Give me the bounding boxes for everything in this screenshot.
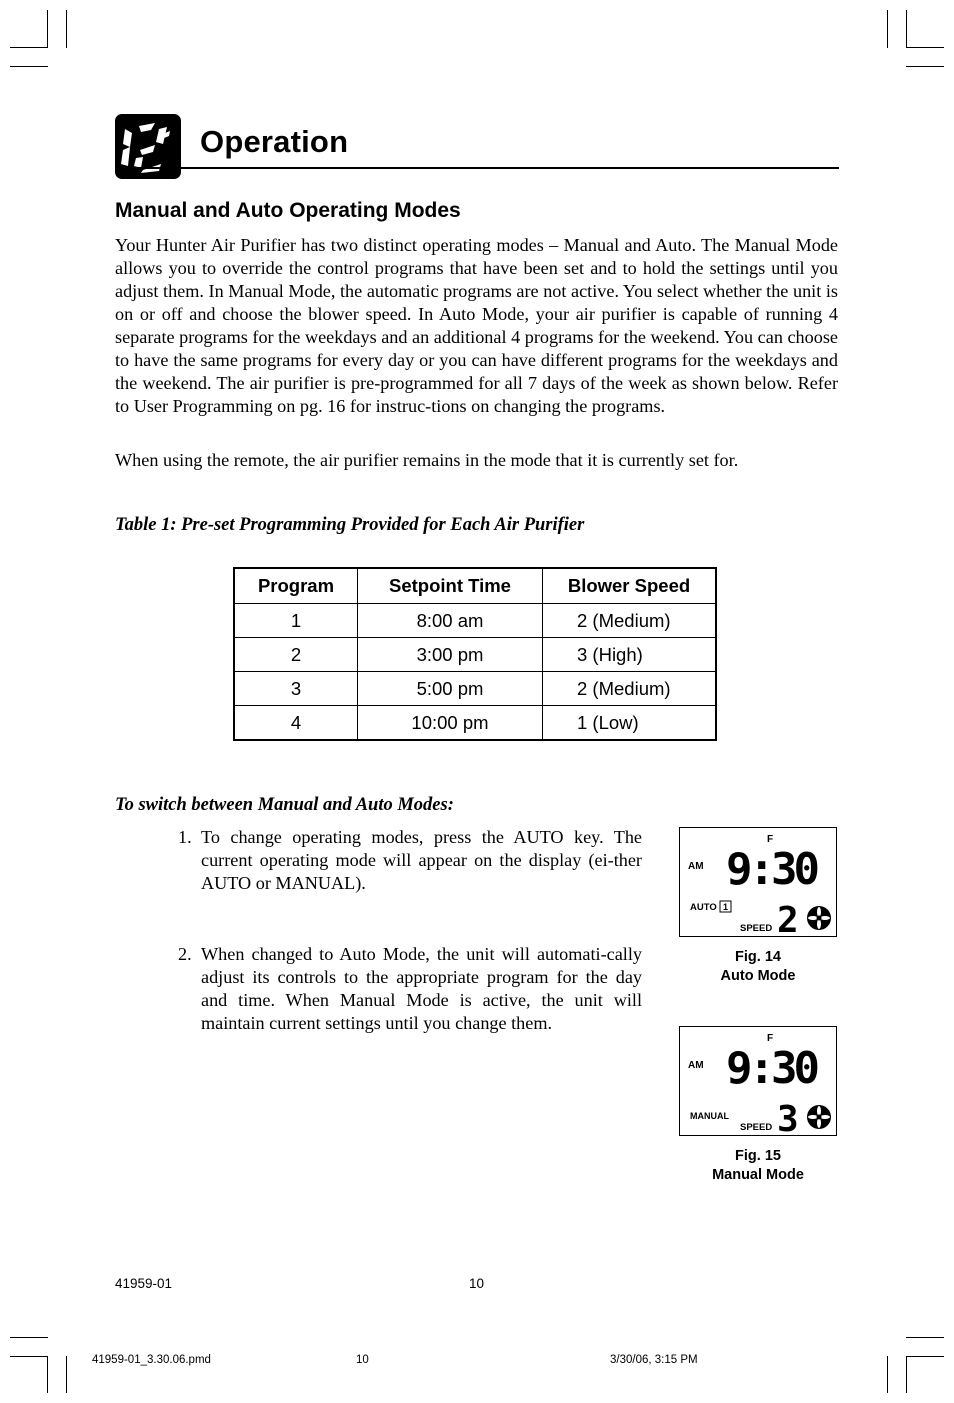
lcd-speed-value: 2 [777,900,799,938]
figure-caption [679,948,837,986]
lcd-display-auto [679,827,837,937]
figure-title: Manual Mode [712,1167,804,1183]
table-header-row [234,568,716,604]
cell-blower-speed: 2 (Medium) [543,672,717,706]
printer-slug-date: 3/30/06, 3:15 PM [610,1354,698,1366]
figure-label: Fig. 14 [735,949,781,965]
lcd-time: 9:30 [726,1043,816,1094]
page-number: 10 [469,1276,485,1291]
crop-mark [887,10,888,48]
fan-icon [807,906,831,930]
lcd-program-number: 1 [723,902,729,912]
crop-mark [906,10,907,48]
crop-mark [10,66,48,67]
lcd-speed-value: 3 [777,1099,799,1137]
column-header-blower-speed: Blower Speed [543,568,717,604]
crop-mark [887,1356,888,1393]
lcd-ampm: AM [688,861,704,872]
switch-modes-heading: To switch between Manual and Auto Modes: [115,795,454,815]
cell-program: 2 [234,638,358,672]
step-number: 1. [178,827,192,847]
crop-mark [10,1337,48,1338]
lcd-f-indicator: F [767,834,774,845]
crop-mark [906,1356,944,1357]
table-caption: Table 1: Pre-set Programming Provided for Each Air Purifier [115,515,585,535]
crop-mark [10,1356,48,1357]
table-row [234,604,716,638]
cell-blower-speed: 2 (Medium) [543,604,717,638]
table-row [234,706,716,741]
lcd-speed-label: SPEED [740,923,773,934]
cell-blower-speed: 1 (Low) [543,706,717,741]
lcd-mode: AUTO [690,902,717,913]
cell-program: 1 [234,604,358,638]
lcd-display-manual [679,1026,837,1136]
crop-mark [10,47,48,48]
printer-slug-page: 10 [356,1354,369,1366]
crop-mark [906,1337,944,1338]
figure-title: Auto Mode [720,968,796,984]
cell-setpoint-time: 10:00 pm [358,706,543,741]
document-number: 41959-01 [115,1276,173,1291]
cell-program: 3 [234,672,358,706]
title-rule [115,167,839,169]
lcd-f-indicator: F [767,1033,774,1044]
step-text: When changed to Auto Mode, the unit will automati-cally adjust its controls to the appropriate program for the day and time. When Manual Mode is active, the unit will maintain current settings until you change them. [201,944,642,1033]
crop-mark [906,1356,907,1393]
cell-setpoint-time: 8:00 am [358,604,543,638]
column-header-program: Program [234,568,358,604]
crop-mark [66,1356,67,1393]
figure-caption [679,1147,837,1185]
cell-program: 4 [234,706,358,741]
cell-setpoint-time: 3:00 pm [358,638,543,672]
crop-mark [906,66,944,67]
page-title: Operation [200,124,349,159]
printer-slug-file: 41959-01_3.30.06.pmd [92,1354,211,1366]
step-text: To change operating modes, press the AUTO key. The current operating mode will appear on the display (ei-ther AUTO or MANUAL). [201,827,642,893]
cell-blower-speed: 3 (High) [543,638,717,672]
figure-label: Fig. 15 [735,1148,781,1164]
lcd-ampm: AM [688,1060,704,1071]
step-number: 2. [178,944,192,964]
crop-mark [906,47,944,48]
crop-mark [47,1356,48,1393]
fan-icon [807,1105,831,1129]
preset-program-table [233,567,717,741]
crop-mark [66,10,67,48]
column-header-setpoint-time: Setpoint Time [358,568,543,604]
remote-paragraph: When using the remote, the air purifier remains in the mode that it is currently set for. [115,450,739,470]
cell-setpoint-time: 5:00 pm [358,672,543,706]
intro-paragraph: Your Hunter Air Purifier has two distinct operating modes – Manual and Auto. The Manual Mode allows you to override the control programs that have been set and to hold the settings until you adjust them. In Manual Mode, the automatic programs are not active. You select whether the unit is on or off and choose the blower speed. In Auto Mode, your air purifier is capable of running 4 separate programs for the weekdays and an additional 4 programs for the weekend. You can choose to have the same programs for every day or you can have different programs for the weekdays and the weekend. The air purifier is pre-programmed for all 7 days of the week as shown below. Refer to User Programming on pg. 16 for instruc-tions on changing the programs. [115,235,838,416]
lcd-speed-label: SPEED [740,1122,773,1133]
digital-clock-icon [115,114,181,179]
section-heading: Manual and Auto Operating Modes [115,199,461,222]
lcd-mode: MANUAL [690,1111,729,1121]
table-row [234,638,716,672]
lcd-time: 9:30 [726,844,816,895]
crop-mark [47,10,48,48]
table-row [234,672,716,706]
